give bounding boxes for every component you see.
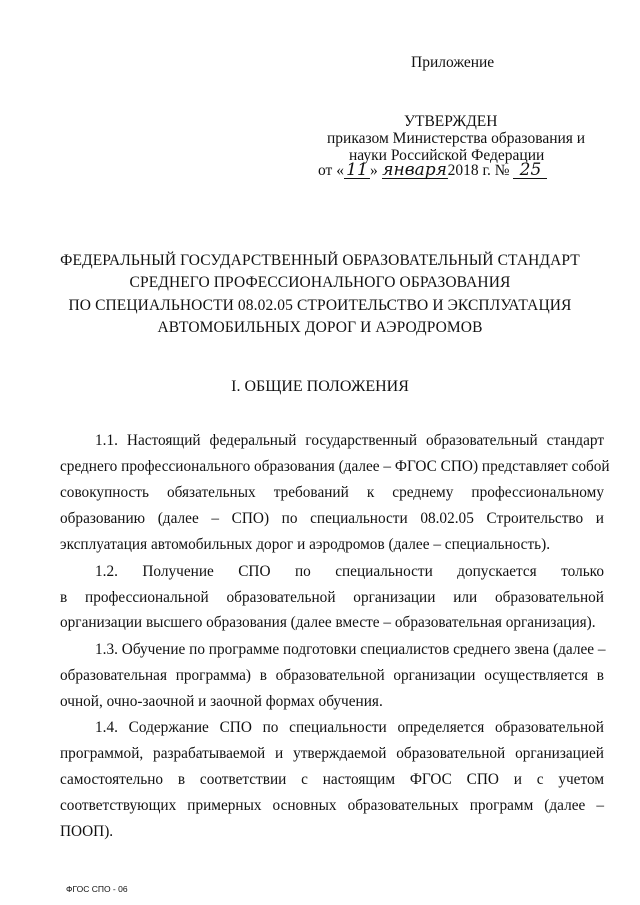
paragraph-1-3-line: очной, очно-заочной и заочной формах обучения.	[60, 693, 383, 710]
paragraph-1-1-line: среднего профессионального образования (далее – ФГОС СПО) представляет собой	[60, 458, 610, 475]
order-number: 25	[513, 162, 547, 179]
paragraph-1-3-line: образовательная программа) в образовательной организации осуществляется в	[60, 667, 604, 684]
document-title-line-1: ФЕДЕРАЛЬНЫЙ ГОСУДАРСТВЕННЫЙ ОБРАЗОВАТЕЛЬНЫЙ СТАНДАРТ	[60, 252, 580, 269]
date-year: 2018 г. №	[447, 162, 510, 179]
paragraph-1-4-line: самостоятельно в соответствии с настоящим ФГОС СПО и с учетом	[60, 771, 604, 788]
document-title-line-3: ПО СПЕЦИАЛЬНОСТИ 08.02.05 СТРОИТЕЛЬСТВО И ЭКСПЛУАТАЦИЯ	[68, 297, 572, 314]
date-month: января	[382, 160, 447, 180]
paragraph-1-4-line: программой, разрабатываемой и утверждаемой образовательной организацией	[60, 745, 604, 762]
footer-document-code: ФГОС СПО - 06	[66, 884, 128, 894]
date-day: 11	[344, 162, 370, 179]
paragraph-1-2-line: организации высшего образования (далее вместе – образовательная организация).	[60, 614, 596, 631]
paragraph-1-4-line: ПООП).	[60, 823, 114, 840]
approved-label: УТВЕРЖДЕН	[404, 113, 498, 130]
paragraph-1-4-line: 1.4. Содержание СПО по специальности определяется образовательной	[95, 719, 604, 736]
paragraph-1-1-line: 1.1. Настоящий федеральный государственный образовательный стандарт	[95, 432, 604, 449]
paragraph-1-2-line: 1.2. Получение СПО по специальности допускается только	[95, 563, 604, 580]
paragraph-1-1-line: совокупность обязательных требований к среднему профессиональному	[60, 484, 604, 501]
order-date-line	[318, 161, 547, 181]
order-line-2: науки Российской Федерации	[349, 147, 545, 164]
section-heading: I. ОБЩИЕ ПОЛОЖЕНИЯ	[231, 378, 409, 395]
date-mid: »	[369, 162, 378, 179]
paragraph-1-3-line: 1.3. Обучение по программе подготовки специалистов среднего звена (далее –	[95, 641, 606, 658]
appendix-label: Приложение	[411, 54, 495, 71]
paragraph-1-1-line: образованию (далее – СПО) по специальности 08.02.05 Строительство и	[60, 510, 604, 527]
document-title-line-2: СРЕДНЕГО ПРОФЕССИОНАЛЬНОГО ОБРАЗОВАНИЯ	[129, 274, 511, 291]
order-line-1: приказом Министерства образования и	[327, 130, 586, 147]
paragraph-1-4-line: соответствующих примерных основных образовательных программ (далее –	[60, 797, 604, 814]
date-prefix: от «	[318, 162, 344, 179]
paragraph-1-1-line: эксплуатация автомобильных дорог и аэродромов (далее – специальность).	[60, 536, 551, 553]
document-title-line-4: АВТОМОБИЛЬНЫХ ДОРОГ И АЭРОДРОМОВ	[157, 319, 483, 336]
paragraph-1-2-line: в профессиональной образовательной организации или образовательной	[60, 589, 604, 606]
